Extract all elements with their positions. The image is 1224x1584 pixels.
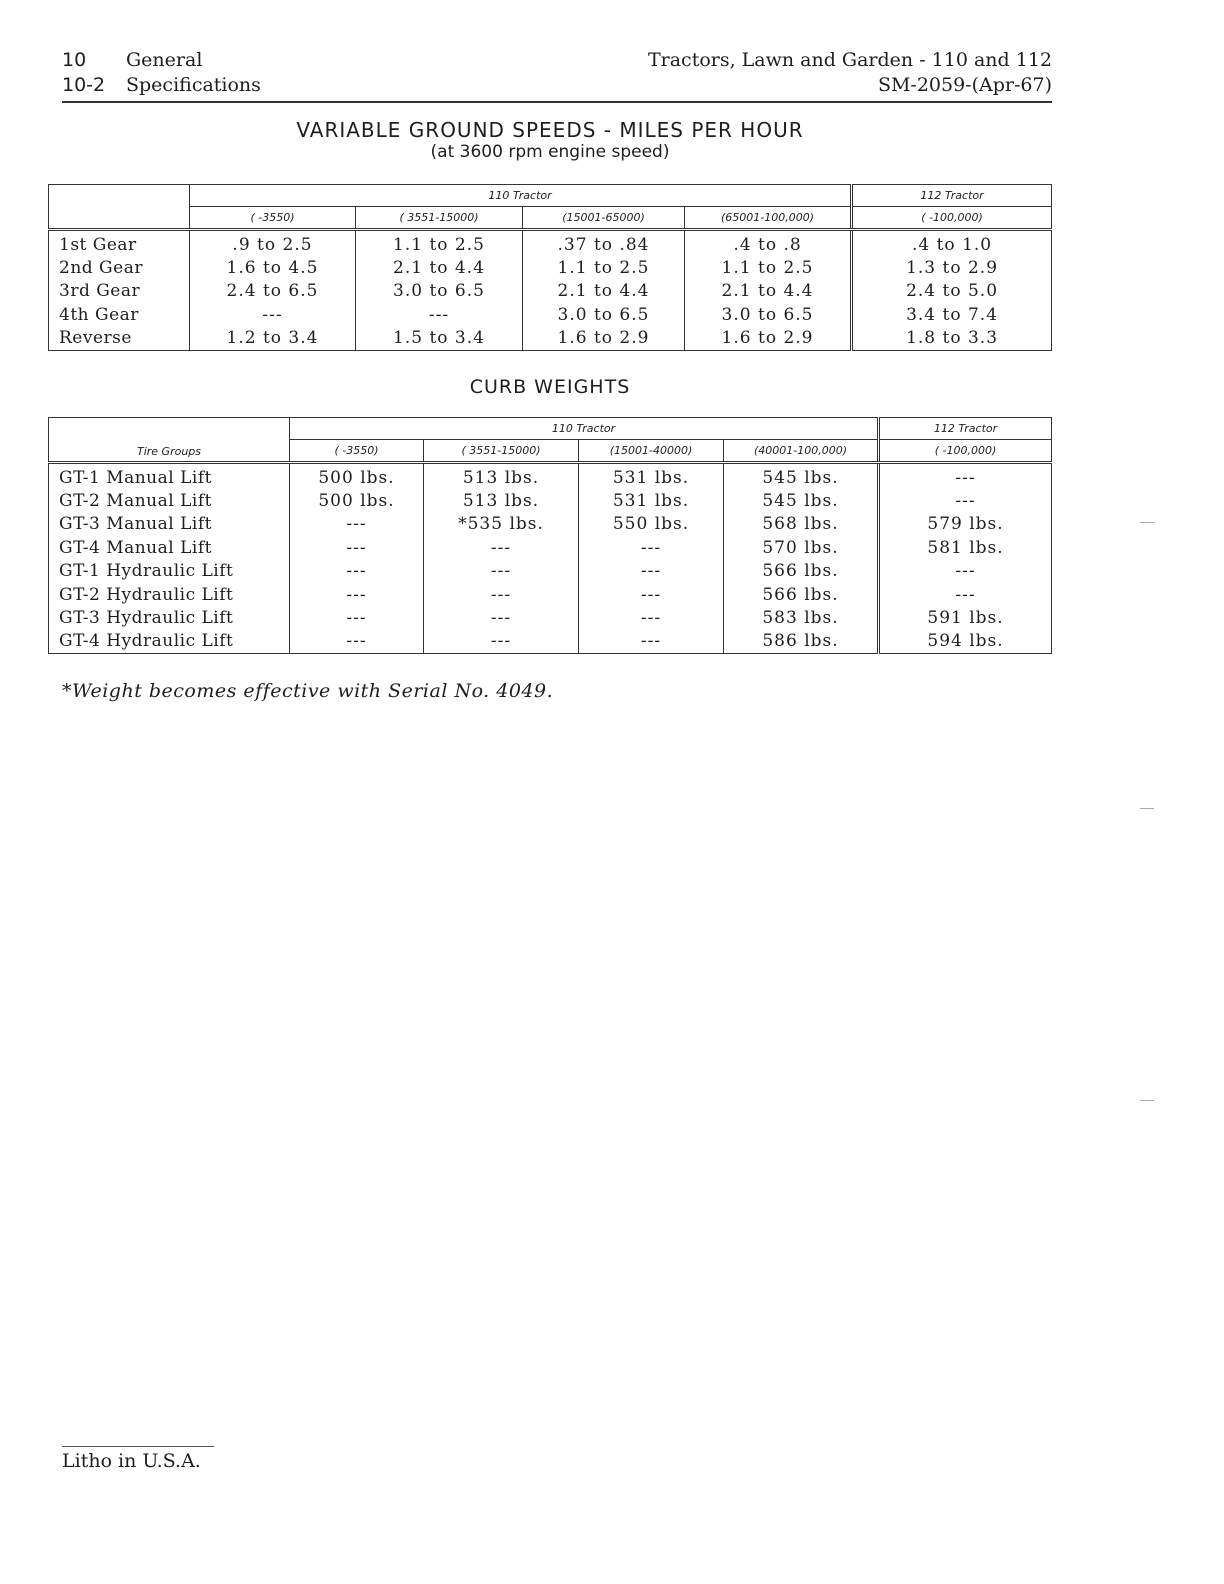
serial-range-header: (40001-100,000) bbox=[724, 440, 879, 463]
speed-cell: 1.2 to 3.4 bbox=[190, 327, 356, 351]
speed-cell: 1.6 to 2.9 bbox=[685, 327, 852, 351]
weight-cell: 586 lbs. bbox=[724, 630, 879, 654]
table-row bbox=[49, 536, 1052, 559]
weight-cell: --- bbox=[424, 536, 579, 559]
table-row bbox=[49, 230, 1052, 257]
speed-cell: 3.0 to 6.5 bbox=[685, 303, 852, 326]
weight-cell: --- bbox=[290, 583, 424, 606]
weight-cell: --- bbox=[879, 489, 1052, 512]
group-header-110: 110 Tractor bbox=[190, 185, 852, 207]
table-row bbox=[49, 630, 1052, 654]
margin-mark bbox=[1140, 522, 1154, 523]
gear-label: Reverse bbox=[49, 327, 190, 351]
group-name: Specifications bbox=[126, 74, 261, 96]
weight-cell: 579 lbs. bbox=[879, 513, 1052, 536]
section-number: 10 bbox=[62, 49, 87, 71]
weight-cell: 531 lbs. bbox=[579, 463, 724, 490]
serial-range-header: (65001-100,000) bbox=[685, 207, 852, 230]
table-row bbox=[49, 489, 1052, 512]
speed-cell: 2.4 to 5.0 bbox=[852, 280, 1052, 303]
weight-cell: 500 lbs. bbox=[290, 463, 424, 490]
weight-cell: 570 lbs. bbox=[724, 536, 879, 559]
tire-group-label: GT-3 Manual Lift bbox=[49, 513, 290, 536]
speed-cell: 3.0 to 6.5 bbox=[523, 303, 685, 326]
litho-footer: Litho in U.S.A. bbox=[62, 1450, 201, 1472]
speed-cell: 3.0 to 6.5 bbox=[356, 280, 523, 303]
speed-cell: .37 to .84 bbox=[523, 230, 685, 257]
document-title: Tractors, Lawn and Garden - 110 and 112 bbox=[647, 49, 1052, 71]
margin-mark bbox=[1140, 1100, 1154, 1101]
ground-speeds-table bbox=[48, 184, 1052, 351]
speed-cell: 2.4 to 6.5 bbox=[190, 280, 356, 303]
tire-group-label: GT-2 Hydraulic Lift bbox=[49, 583, 290, 606]
gear-label: 3rd Gear bbox=[49, 280, 190, 303]
table-row bbox=[49, 513, 1052, 536]
weight-cell: --- bbox=[290, 560, 424, 583]
weight-cell: --- bbox=[579, 583, 724, 606]
weight-cell: 581 lbs. bbox=[879, 536, 1052, 559]
header-divider bbox=[62, 101, 1052, 103]
speed-cell: --- bbox=[356, 303, 523, 326]
speed-cell: 3.4 to 7.4 bbox=[852, 303, 1052, 326]
weight-cell: 545 lbs. bbox=[724, 463, 879, 490]
weight-cell: 513 lbs. bbox=[424, 463, 579, 490]
tire-group-label: GT-1 Hydraulic Lift bbox=[49, 560, 290, 583]
tire-group-label: GT-4 Hydraulic Lift bbox=[49, 630, 290, 654]
gear-label: 1st Gear bbox=[49, 230, 190, 257]
weight-footnote: *Weight becomes effective with Serial No. 4049. bbox=[62, 680, 554, 702]
group-header-112: 112 Tractor bbox=[852, 185, 1052, 207]
tire-group-label: GT-4 Manual Lift bbox=[49, 536, 290, 559]
speed-cell: 1.6 to 4.5 bbox=[190, 256, 356, 279]
weight-cell: --- bbox=[579, 560, 724, 583]
tire-group-label: GT-3 Hydraulic Lift bbox=[49, 606, 290, 629]
weight-cell: 545 lbs. bbox=[724, 489, 879, 512]
weight-cell: 591 lbs. bbox=[879, 606, 1052, 629]
tire-group-label: GT-2 Manual Lift bbox=[49, 489, 290, 512]
serial-range-header: ( -100,000) bbox=[879, 440, 1052, 463]
weight-cell: --- bbox=[424, 560, 579, 583]
table-row bbox=[49, 560, 1052, 583]
table-row bbox=[49, 463, 1052, 490]
speed-cell: 1.3 to 2.9 bbox=[852, 256, 1052, 279]
serial-range-header: (15001-65000) bbox=[523, 207, 685, 230]
table-row bbox=[49, 256, 1052, 279]
table-row bbox=[49, 280, 1052, 303]
weight-cell: 500 lbs. bbox=[290, 489, 424, 512]
weight-cell: 566 lbs. bbox=[724, 560, 879, 583]
serial-range-header: ( 3551-15000) bbox=[356, 207, 523, 230]
tire-group-label: GT-1 Manual Lift bbox=[49, 463, 290, 490]
weight-cell: --- bbox=[424, 606, 579, 629]
weight-cell: --- bbox=[879, 583, 1052, 606]
weight-cell: --- bbox=[579, 630, 724, 654]
weight-cell: --- bbox=[290, 606, 424, 629]
speeds-subtitle: (at 3600 rpm engine speed) bbox=[430, 142, 670, 162]
speed-cell: 1.8 to 3.3 bbox=[852, 327, 1052, 351]
curb-weights-title: CURB WEIGHTS bbox=[469, 376, 631, 398]
speed-cell: 1.1 to 2.5 bbox=[523, 256, 685, 279]
weight-cell: --- bbox=[290, 536, 424, 559]
weight-cell: 513 lbs. bbox=[424, 489, 579, 512]
group-header-110: 110 Tractor bbox=[290, 418, 879, 440]
gear-label: 2nd Gear bbox=[49, 256, 190, 279]
speed-cell: .4 to .8 bbox=[685, 230, 852, 257]
table-row bbox=[49, 327, 1052, 351]
footer-rule bbox=[62, 1446, 214, 1447]
weight-cell: 550 lbs. bbox=[579, 513, 724, 536]
group-number: 10-2 bbox=[62, 74, 106, 96]
document-header bbox=[648, 48, 1052, 98]
weight-cell: --- bbox=[579, 536, 724, 559]
section-name: General bbox=[126, 49, 203, 71]
speed-cell: --- bbox=[190, 303, 356, 326]
weight-cell: 594 lbs. bbox=[879, 630, 1052, 654]
gear-header-blank bbox=[49, 185, 190, 230]
serial-range-header: ( 3551-15000) bbox=[424, 440, 579, 463]
tire-groups-header: Tire Groups bbox=[49, 418, 290, 463]
document-id: SM-2059-(Apr-67) bbox=[877, 74, 1052, 96]
serial-range-header: ( -3550) bbox=[190, 207, 356, 230]
speed-cell: .4 to 1.0 bbox=[852, 230, 1052, 257]
group-header-112: 112 Tractor bbox=[879, 418, 1052, 440]
weight-cell: 566 lbs. bbox=[724, 583, 879, 606]
weight-cell: --- bbox=[879, 463, 1052, 490]
weight-cell: *535 lbs. bbox=[424, 513, 579, 536]
serial-range-header: (15001-40000) bbox=[579, 440, 724, 463]
table-row bbox=[49, 583, 1052, 606]
section-header bbox=[62, 48, 261, 98]
speed-cell: 1.6 to 2.9 bbox=[523, 327, 685, 351]
speed-cell: 1.1 to 2.5 bbox=[685, 256, 852, 279]
table-row bbox=[49, 606, 1052, 629]
weight-cell: --- bbox=[579, 606, 724, 629]
speed-cell: 1.5 to 3.4 bbox=[356, 327, 523, 351]
serial-range-header: ( -3550) bbox=[290, 440, 424, 463]
weight-cell: --- bbox=[290, 513, 424, 536]
margin-mark bbox=[1140, 808, 1154, 809]
weight-cell: --- bbox=[879, 560, 1052, 583]
weight-cell: 583 lbs. bbox=[724, 606, 879, 629]
weight-cell: --- bbox=[424, 583, 579, 606]
weight-cell: 531 lbs. bbox=[579, 489, 724, 512]
speed-cell: .9 to 2.5 bbox=[190, 230, 356, 257]
serial-range-header: ( -100,000) bbox=[852, 207, 1052, 230]
curb-weights-table bbox=[48, 417, 1052, 654]
table-row bbox=[49, 303, 1052, 326]
weight-cell: 568 lbs. bbox=[724, 513, 879, 536]
speeds-title: VARIABLE GROUND SPEEDS - MILES PER HOUR bbox=[296, 118, 804, 142]
speed-cell: 2.1 to 4.4 bbox=[523, 280, 685, 303]
gear-label: 4th Gear bbox=[49, 303, 190, 326]
weight-cell: --- bbox=[424, 630, 579, 654]
speed-cell: 1.1 to 2.5 bbox=[356, 230, 523, 257]
speed-cell: 2.1 to 4.4 bbox=[685, 280, 852, 303]
weight-cell: --- bbox=[290, 630, 424, 654]
speed-cell: 2.1 to 4.4 bbox=[356, 256, 523, 279]
